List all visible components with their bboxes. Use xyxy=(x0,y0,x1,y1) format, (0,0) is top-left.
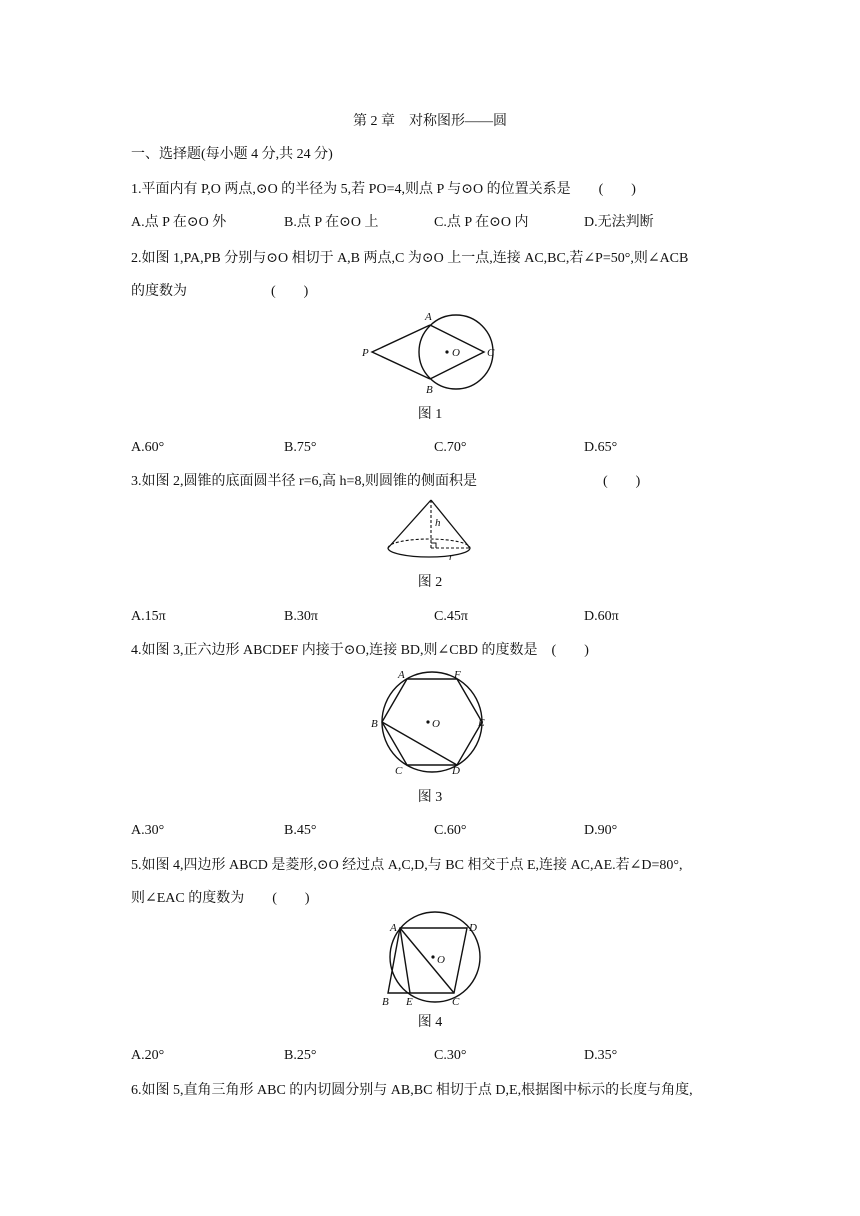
question-3-options xyxy=(131,607,751,627)
option-a[interactable]: A.20° xyxy=(131,1048,165,1063)
question-6-text: 6.如图 5,直角三角形 ABC 的内切圆分别与 AB,BC 相切于点 D,E,根据图中标示的长度与角度, xyxy=(131,1083,693,1098)
label-p: P xyxy=(362,347,369,359)
label-h: h xyxy=(435,517,441,529)
label-b: B xyxy=(382,996,389,1008)
option-c[interactable]: C.70° xyxy=(434,440,467,455)
question-4-options xyxy=(131,821,751,841)
label-b: B xyxy=(426,384,433,396)
option-a[interactable]: A.点 P 在⊙O 外 xyxy=(131,215,227,230)
figure-1-caption: 图 1 xyxy=(417,407,443,422)
label-o: O xyxy=(452,347,460,359)
option-d[interactable]: D.90° xyxy=(584,823,618,838)
label-c: C xyxy=(452,996,460,1008)
option-a[interactable]: A.15π xyxy=(131,609,166,624)
figure-4-caption: 图 4 xyxy=(417,1015,443,1030)
question-2-text: 2.如图 1,PA,PB 分别与⊙O 相切于 A,B 两点,C 为⊙O 上一点,连接 AC,BC,若∠P=50°,则∠ACB xyxy=(131,251,689,266)
option-d[interactable]: D.35° xyxy=(584,1048,618,1063)
option-b[interactable]: B.75° xyxy=(284,440,317,455)
option-c[interactable]: C.点 P 在⊙O 内 xyxy=(434,215,529,230)
question-4-text: 4.如图 3,正六边形 ABCDEF 内接于⊙O,连接 BD,则∠CBD 的度数是 ( ) xyxy=(131,643,589,658)
option-d[interactable]: D.无法判断 xyxy=(584,215,654,230)
label-o: O xyxy=(437,954,445,966)
label-d: D xyxy=(469,922,477,934)
label-a: A xyxy=(398,669,405,681)
center-dot xyxy=(445,350,448,353)
figure-1 xyxy=(360,308,500,398)
label-c: C xyxy=(395,765,403,777)
option-b[interactable]: B.30π xyxy=(284,609,318,624)
figure-2-caption: 图 2 xyxy=(417,575,443,590)
option-d[interactable]: D.65° xyxy=(584,440,618,455)
option-c[interactable]: C.30° xyxy=(434,1048,467,1063)
circle-o xyxy=(390,912,480,1002)
option-c[interactable]: C.45π xyxy=(434,609,468,624)
option-c[interactable]: C.60° xyxy=(434,823,467,838)
section-heading: 一、选择题(每小题 4 分,共 24 分) xyxy=(131,147,333,162)
center-dot xyxy=(426,720,429,723)
label-o: O xyxy=(432,718,440,730)
label-e: E xyxy=(478,717,485,729)
label-a: A xyxy=(390,922,397,934)
figure-4 xyxy=(380,912,500,1012)
question-3-text: 3.如图 2,圆锥的底面圆半径 r=6,高 h=8,则圆锥的侧面积是 ( ) xyxy=(131,474,641,489)
question-5-text-cont: 则∠EAC 的度数为 ( ) xyxy=(131,891,310,906)
base-front-arc xyxy=(388,548,470,557)
tangent-lines xyxy=(372,325,430,379)
figure-3 xyxy=(368,668,498,778)
page-title: 第 2 章 对称图形——圆 xyxy=(353,114,507,129)
right-angle-mark xyxy=(431,543,436,548)
base-back-arc xyxy=(388,539,470,548)
cone-left-edge xyxy=(388,500,431,548)
label-a: A xyxy=(425,311,432,323)
question-5-text: 5.如图 4,四边形 ABCD 是菱形,⊙O 经过点 A,C,D,与 BC 相交于点 E,连接 AC,AE.若∠D=80°, xyxy=(131,858,683,873)
question-5-options xyxy=(131,1046,751,1066)
question-2-options xyxy=(131,438,751,458)
center-dot xyxy=(431,955,434,958)
option-d[interactable]: D.60π xyxy=(584,609,619,624)
option-b[interactable]: B.25° xyxy=(284,1048,317,1063)
question-1-options xyxy=(131,213,751,233)
segment-bd xyxy=(382,722,457,765)
question-2-text-cont: 的度数为 ( ) xyxy=(131,284,309,299)
option-b[interactable]: B.45° xyxy=(284,823,317,838)
label-r: r xyxy=(449,551,454,563)
label-f: F xyxy=(454,669,461,681)
option-b[interactable]: B.点 P 在⊙O 上 xyxy=(284,215,379,230)
label-d: D xyxy=(452,765,460,777)
figure-3-caption: 图 3 xyxy=(417,790,443,805)
option-a[interactable]: A.60° xyxy=(131,440,165,455)
label-c: C xyxy=(487,347,495,359)
label-e: E xyxy=(406,996,413,1008)
label-b: B xyxy=(371,718,378,730)
figure-2 xyxy=(384,496,484,566)
question-1-text: 1.平面内有 P,O 两点,⊙O 的半径为 5,若 PO=4,则点 P 与⊙O 的位置关系是 ( ) xyxy=(131,182,636,197)
option-a[interactable]: A.30° xyxy=(131,823,165,838)
